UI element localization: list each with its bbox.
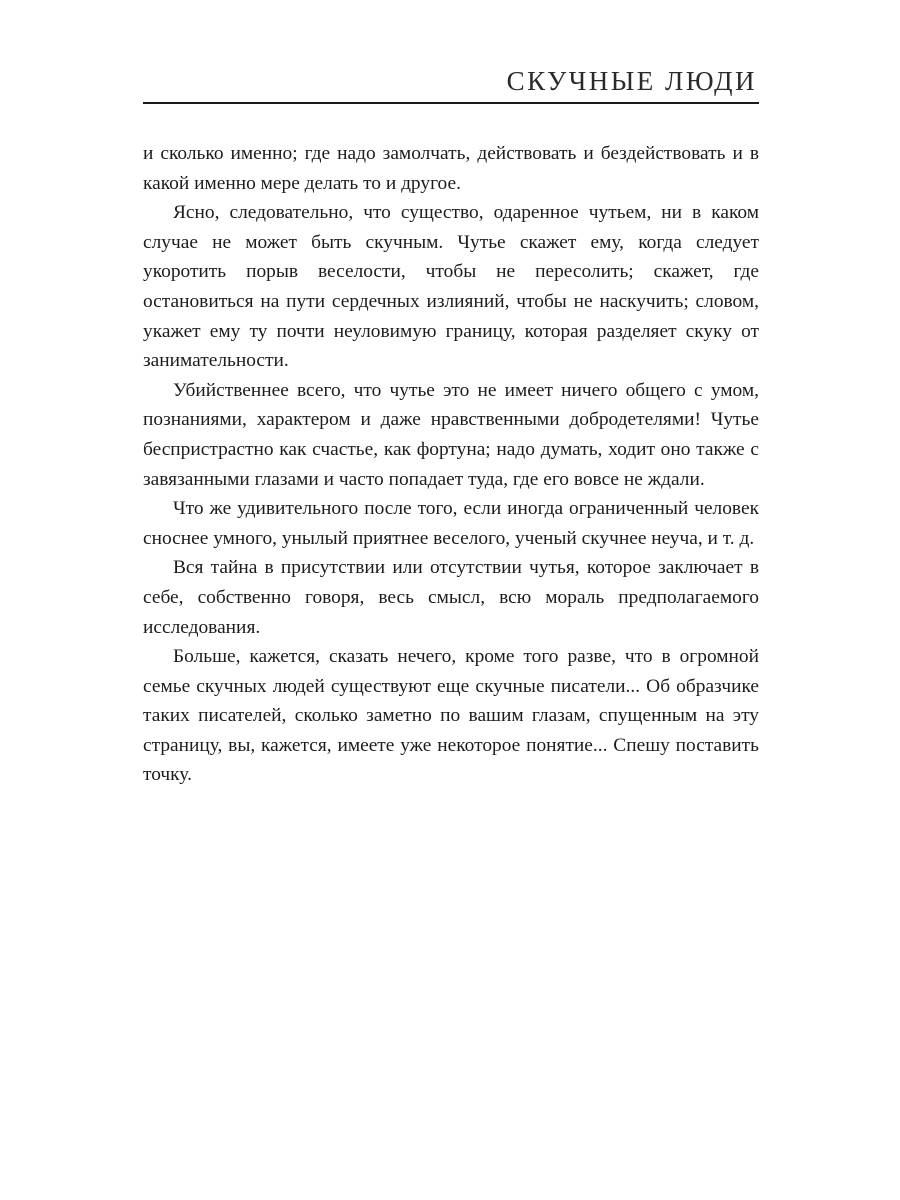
paragraph: Что же удивительного после того, если иногда ограниченный человек сноснее умного, унылый приятнее веселого, ученый скучнее неуча, и т. д. (143, 498, 759, 549)
running-title: СКУЧНЫЕ ЛЮДИ (506, 66, 757, 96)
paragraph: Убийственнее всего, что чутье это не имеет ничего общего с умом, познаниями, характером и даже нравственными добродетелями! Чутье беспристрастно как счастье, как фортуна; надо думать, ходит оно также с завязанными глазами и часто попадает туда, где его вовсе не ждали. (143, 379, 759, 490)
paragraph: Больше, кажется, сказать нечего, кроме того разве, что в огромной семье скучных людей существуют еще скучные писатели... Об образчике таких писателей, сколько заметно по вашим глазам, спущенным на эту страницу, вы, кажется, имеете уже некоторое понятие... Спешу поставить точку. (143, 646, 759, 786)
paragraph: Ясно, следовательно, что существо, одаренное чутьем, ни в каком случае не может быть скучным. Чутье скажет ему, когда следует укоротить порыв веселости, чтобы не пересолить; скажет, где остановиться на пути сердечных излияний, чтобы не наскучить; словом, укажет ему ту почти неуловимую границу, которая разделяет скуку от занимательности. (143, 202, 759, 372)
text-block (143, 139, 759, 790)
paragraph: Вся тайна в присутствии или отсутствии чутья, которое заключает в себе, собственно говоря, весь смысл, всю мораль предполагаемого исследования. (143, 557, 759, 638)
running-header (143, 64, 759, 104)
paragraph-continuation: и сколько именно; где надо замолчать, действовать и бездействовать и в какой именно мере делать то и другое. (143, 143, 759, 194)
